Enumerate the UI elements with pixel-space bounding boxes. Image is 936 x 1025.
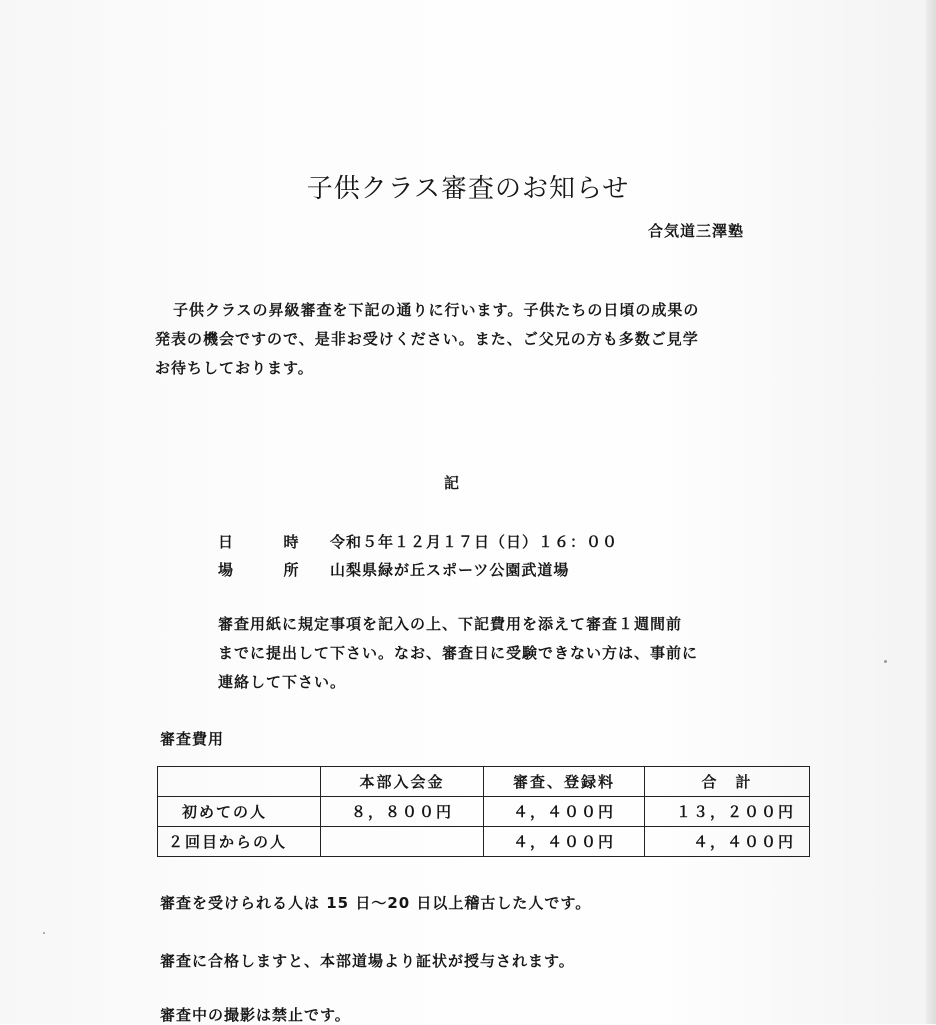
fee-header-empty — [158, 767, 321, 797]
intro-line: 発表の機会ですので、是非お受けください。また、ご父兄の方も多数ご見学 — [155, 330, 699, 348]
submission-note — [218, 610, 758, 697]
page-edge-shadow — [926, 0, 936, 1024]
exam-fee-cell: ４，４００円 — [484, 797, 645, 827]
total-cell: ４，４００円 — [645, 827, 810, 857]
datetime-label-1: 日 — [218, 533, 234, 551]
organization-name: 合気道三澤塾 — [648, 222, 745, 240]
row-label: ２回目からの人 — [158, 827, 321, 857]
footer-line: 審査に合格しますと、本部道場より証状が授与されます。 — [160, 952, 575, 970]
place-label-2: 所 — [283, 561, 299, 579]
datetime-label-2: 時 — [283, 533, 299, 551]
ki-heading: 記 — [444, 474, 460, 492]
fee-header-total: 合 計 — [645, 767, 810, 797]
place-row — [218, 556, 738, 584]
intro-line: お待ちしております。 — [155, 359, 314, 377]
intro-paragraph — [155, 296, 765, 383]
datetime-value: 令和５年１２月１７日（日）１６：００ — [330, 533, 619, 551]
event-info — [218, 528, 738, 584]
fee-header-entry: 本部入会金 — [321, 767, 484, 797]
total-cell: １３，２００円 — [645, 797, 810, 827]
paper-speck — [43, 932, 45, 934]
intro-line: 子供クラスの昇級審査を下記の通りに行います。子供たちの日頃の成果の — [173, 301, 700, 319]
fee-table-header-row — [158, 767, 810, 797]
note-line: 連絡して下さい。 — [218, 673, 347, 691]
place-value: 山梨県緑が丘スポーツ公園武道場 — [330, 561, 570, 579]
place-label-1: 場 — [218, 561, 234, 579]
document-title: 子供クラス審査のお知らせ — [306, 174, 630, 204]
fee-header-exam: 審査、登録料 — [484, 767, 645, 797]
table-row — [158, 797, 810, 827]
note-line: までに提出して下さい。なお、審査日に受験できない方は、事前に — [218, 644, 699, 662]
footer-line: 審査を受けられる人は 15 日～20 日以上稽古した人です。 — [160, 894, 592, 912]
footer-line: 審査中の撮影は禁止です。 — [160, 1006, 351, 1024]
datetime-row — [218, 528, 738, 556]
table-row — [158, 827, 810, 857]
fee-table — [157, 766, 810, 857]
entry-fee-cell — [321, 827, 484, 857]
paper-speck — [884, 660, 887, 663]
row-label: 初めての人 — [158, 797, 321, 827]
note-line: 審査用紙に規定事項を記入の上、下記費用を添えて審査１週間前 — [218, 615, 683, 633]
exam-fee-cell: ４，４００円 — [484, 827, 645, 857]
entry-fee-cell: ８，８００円 — [321, 797, 484, 827]
fee-heading: 審査費用 — [160, 730, 225, 748]
